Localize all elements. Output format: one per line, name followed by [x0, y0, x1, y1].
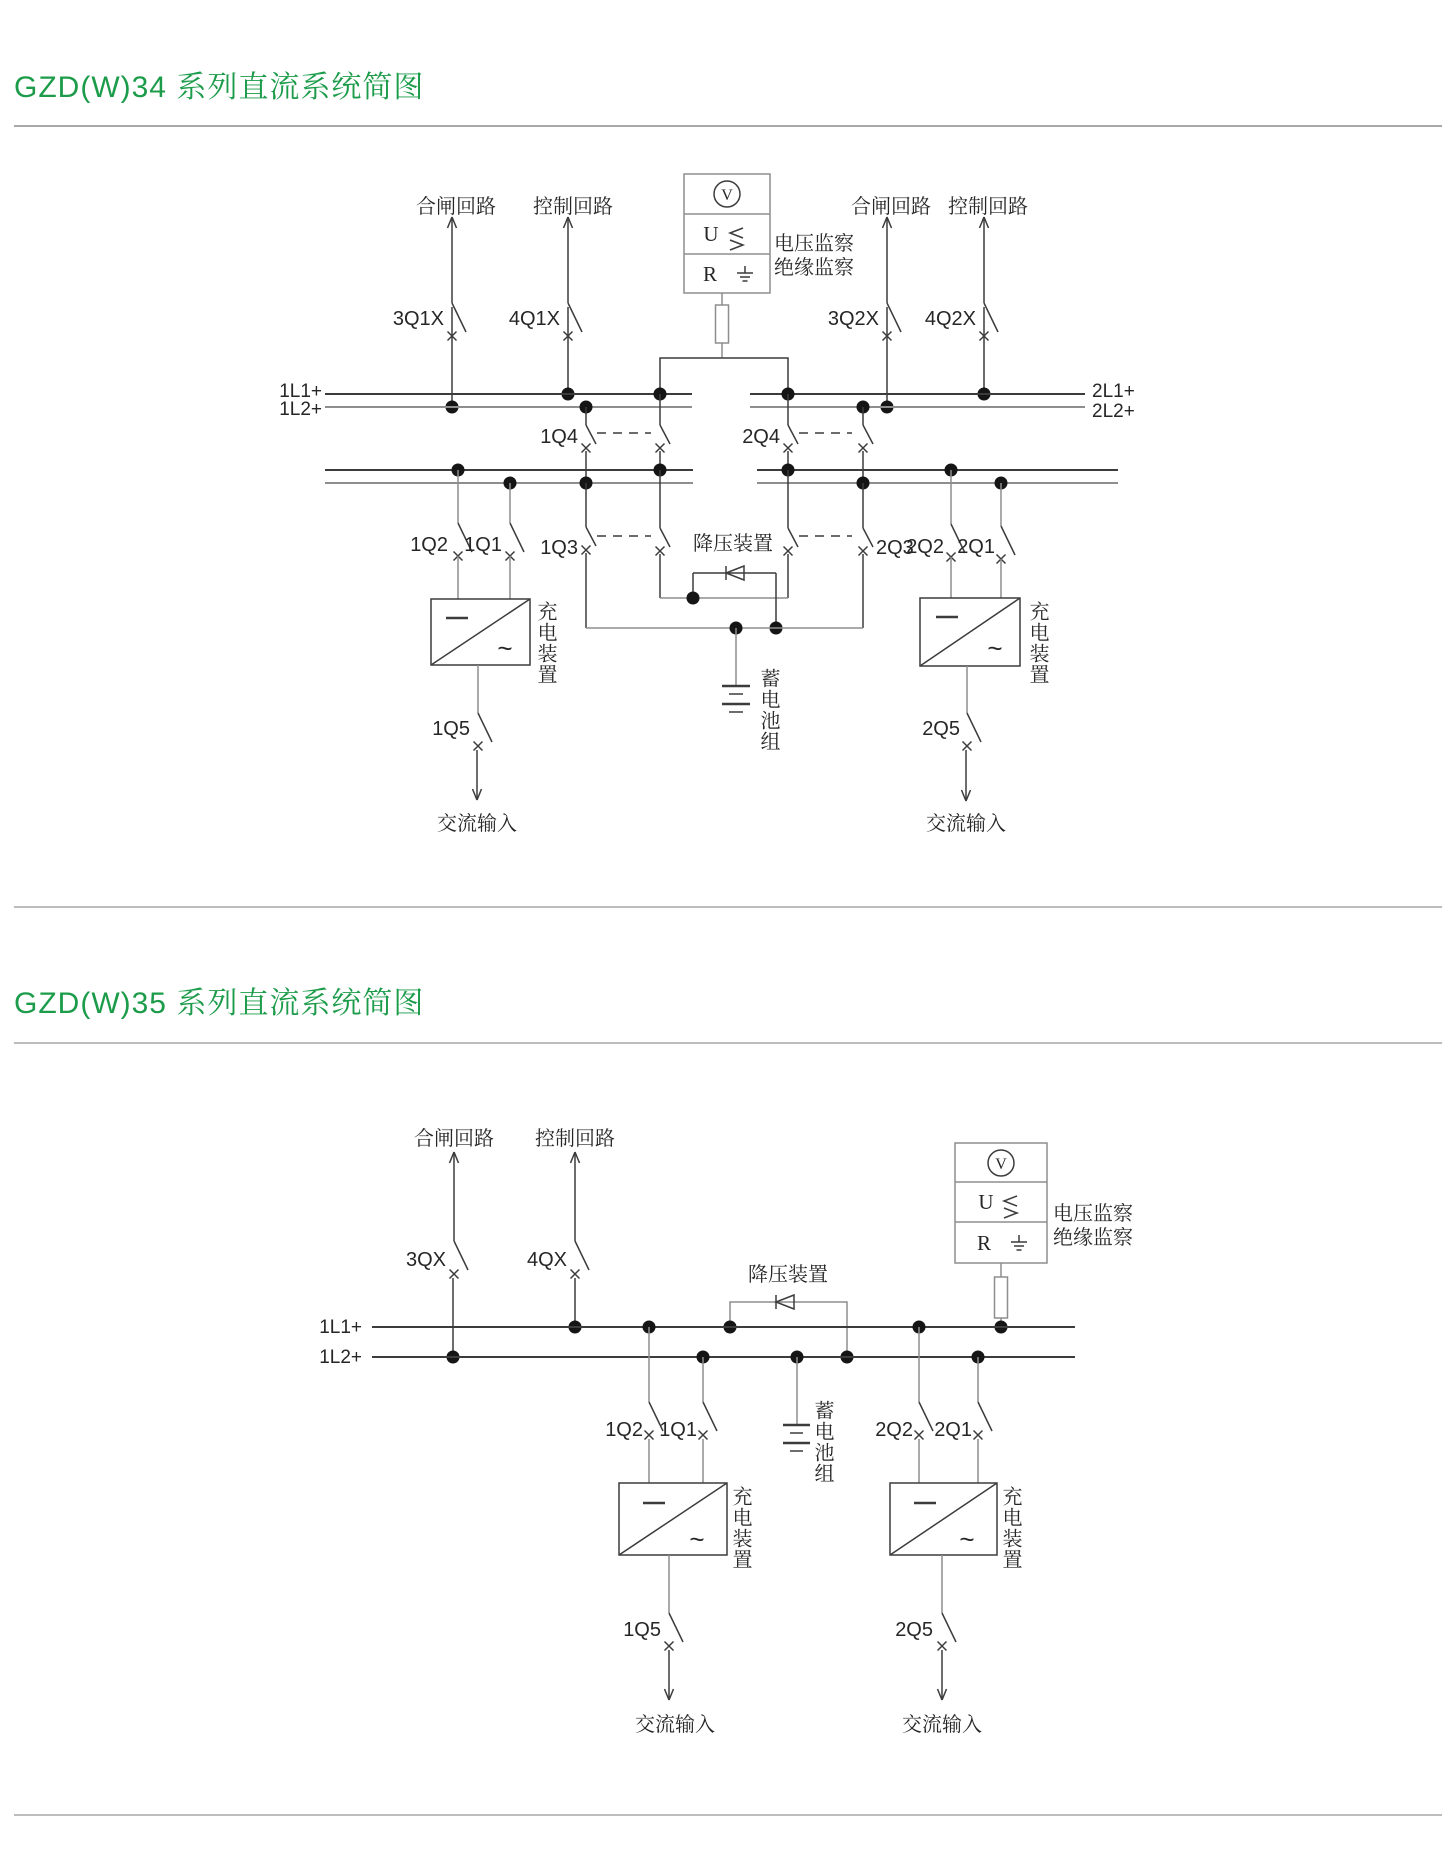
ac-tilde-icon: ~	[497, 633, 513, 663]
battery-caption: 蓄电池组	[811, 1400, 833, 1484]
monitor-fuse	[995, 1263, 1008, 1334]
switch-label-3qx: 3QX	[405, 1249, 446, 1271]
section1-title: GZD(W)34 系列直流系统简图	[14, 71, 425, 104]
control-circuit-label-right: 控制回路	[948, 196, 1028, 218]
ac-input-right	[938, 1555, 957, 1700]
insulation-letter: R	[976, 1231, 992, 1255]
battery-group	[586, 622, 863, 713]
monitor-caption-1: 电压监察	[774, 233, 854, 255]
switch-label-1q2: 1Q2	[605, 1419, 643, 1441]
closing-circuit-label-right: 合闸回路	[851, 196, 931, 218]
ac-tilde-icon: ~	[959, 1524, 975, 1554]
earth-ground-icon	[1011, 1235, 1027, 1250]
switch-label-4q1x: 4Q1X	[508, 308, 560, 330]
switch-label-4qx: 4QX	[526, 1249, 567, 1271]
dropper-label: 降压装置	[748, 1264, 828, 1286]
monitor-caption-1: 电压监察	[1053, 1203, 1133, 1225]
ac-input-label-left: 交流输入	[437, 813, 517, 835]
bus-bars	[372, 1327, 1075, 1357]
voltmeter-letter: V	[995, 1156, 1007, 1173]
monitor-caption-2: 绝缘监察	[774, 257, 854, 279]
bus-label-1l1: 1L1+	[279, 381, 322, 402]
divider-2	[14, 906, 1442, 908]
feeder-3qx	[447, 1152, 469, 1364]
insulation-letter: R	[702, 262, 718, 286]
battery-icon	[722, 686, 750, 712]
switch-label-2q2: 2Q2	[906, 536, 944, 558]
switch-label-2q3: 2Q3	[876, 537, 914, 559]
charger-caption-left: 充电装置	[729, 1486, 751, 1570]
battery-switch-2q3	[784, 470, 874, 628]
switch-label-1q1: 1Q1	[659, 1419, 697, 1441]
battery-icon	[783, 1425, 810, 1451]
dropper-label: 降压装置	[693, 533, 773, 555]
undervoltage-letter: U	[703, 222, 719, 246]
earth-ground-icon	[737, 266, 753, 281]
switch-label-3q1x: 3Q1X	[392, 308, 444, 330]
charger-caption-right: 充电装置	[999, 1486, 1021, 1570]
switch-label-2q5: 2Q5	[895, 1619, 933, 1641]
ac-input-label-right: 交流输入	[902, 1714, 982, 1736]
feeder-4q1x	[562, 217, 583, 401]
divider-3	[14, 1042, 1442, 1044]
monitor-fuse	[660, 293, 788, 394]
ac-input-left	[473, 665, 493, 800]
battery-switch-1q3	[582, 470, 671, 628]
battery-caption: 蓄电池组	[757, 668, 779, 752]
switch-label-1q3: 1Q3	[540, 537, 578, 559]
ac-input-label-left: 交流输入	[635, 1714, 715, 1736]
bus-label-1l2: 1L2+	[319, 1347, 362, 1368]
closing-circuit-label-left: 合闸回路	[416, 196, 496, 218]
charger-right	[920, 464, 1020, 667]
charger-caption-right: 充电装置	[1026, 601, 1048, 685]
bus-label-2l1: 2L1+	[1092, 381, 1135, 402]
switch-label-2q2: 2Q2	[875, 1419, 913, 1441]
switch-label-2q1: 2Q1	[957, 536, 995, 558]
feeder-4qx	[569, 1152, 590, 1334]
switch-label-3q2x: 3Q2X	[827, 308, 879, 330]
undervoltage-letter: U	[978, 1190, 994, 1214]
divider-4	[14, 1814, 1442, 1816]
bus-tie-1q4	[580, 388, 671, 490]
less-greater-icon	[1004, 1196, 1017, 1218]
ac-input-right	[962, 666, 982, 801]
monitor-caption-2: 绝缘监察	[1053, 1227, 1133, 1249]
ac-tilde-icon: ~	[689, 1524, 705, 1554]
charger-left	[431, 464, 530, 666]
bus-tie-2q4	[782, 388, 874, 490]
voltage-dropper	[724, 1295, 854, 1364]
charger-caption-left: 充电装置	[534, 601, 556, 685]
switch-label-1q1: 1Q1	[464, 534, 502, 556]
switch-label-2q1: 2Q1	[934, 1419, 972, 1441]
control-circuit-label: 控制回路	[535, 1128, 615, 1150]
fuse-icon	[995, 1277, 1008, 1318]
voltage-monitor-box	[955, 1143, 1047, 1263]
ac-input-label-right: 交流输入	[926, 813, 1006, 835]
bus-label-1l2: 1L2+	[279, 399, 322, 420]
divider-1	[14, 125, 1442, 127]
fuse-icon	[716, 305, 729, 343]
switch-label-1q5: 1Q5	[432, 718, 470, 740]
bus-label-1l1: 1L1+	[319, 1317, 362, 1338]
gzdw34-diagram	[0, 130, 1456, 875]
switch-label-2q5: 2Q5	[922, 718, 960, 740]
gzdw35-diagram	[0, 1080, 1456, 1780]
feeder-3q2x	[881, 217, 902, 414]
voltage-dropper	[660, 566, 788, 635]
section2-title: GZD(W)35 系列直流系统简图	[14, 987, 425, 1020]
switch-label-1q5: 1Q5	[623, 1619, 661, 1641]
less-greater-icon	[730, 228, 743, 250]
voltage-monitor-box	[684, 174, 770, 293]
bus-bars	[325, 394, 1118, 483]
switch-label-1q4: 1Q4	[540, 426, 578, 448]
feeder-4q2x	[978, 217, 999, 401]
ac-input-left	[665, 1555, 684, 1700]
control-circuit-label-left: 控制回路	[533, 196, 613, 218]
ac-tilde-icon: ~	[987, 633, 1003, 663]
battery-group	[783, 1351, 810, 1452]
switch-label-2q4: 2Q4	[742, 426, 780, 448]
switch-label-1q2: 1Q2	[410, 534, 448, 556]
bus-label-2l2: 2L2+	[1092, 401, 1135, 422]
switch-label-4q2x: 4Q2X	[924, 308, 976, 330]
voltmeter-letter: V	[721, 187, 733, 204]
feeder-3q1x	[446, 217, 467, 414]
closing-circuit-label: 合闸回路	[414, 1128, 494, 1150]
